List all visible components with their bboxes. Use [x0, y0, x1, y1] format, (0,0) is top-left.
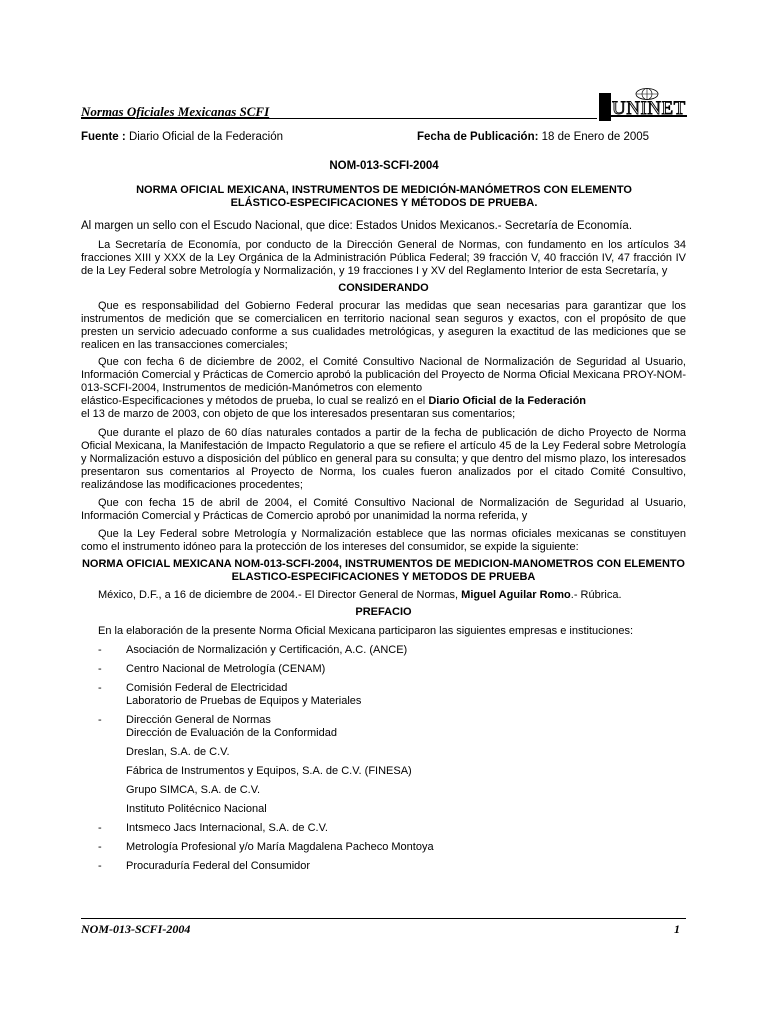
- participant-item: [81, 682, 686, 708]
- margin-note: Al margen un sello con el Escudo Nacional, que dice: Estados Unidos Mexicanos.- Secretaría de Economía.: [81, 220, 633, 232]
- participant-name: Asociación de Normalización y Certificación, A.C. (ANCE): [126, 644, 408, 656]
- list-dash: -: [98, 860, 102, 872]
- participant-name: Centro Nacional de Metrología (CENAM): [126, 663, 326, 675]
- paragraph-secretaria: La Secretaría de Economía, por conducto de la Dirección General de Normas, con fundamento en los artículos 34 fracciones XIII y XXX de la Ley Orgánica de la Administración Pública Federal; 39 fracción V, 40 fracción IV, 47 fracción IV de la Ley Federal sobre Metrología y Normalización, y 19 fracciones I y XV del Reglamento Interior de esta Secretaría, y: [81, 239, 686, 277]
- participant-item: [81, 663, 686, 676]
- document-title: [110, 184, 658, 210]
- participant-item: [81, 841, 686, 854]
- source-label: Fuente :: [81, 131, 126, 143]
- source-value: Diario Oficial de la Federación: [128, 131, 283, 143]
- document-body: [81, 220, 686, 879]
- signature-rubrica: .- Rúbrica.: [570, 589, 622, 601]
- paragraph-2-b: elástico-Especificaciones y métodos de prueba, lo cual se realizó en el: [81, 395, 426, 407]
- list-dash: -: [98, 714, 102, 726]
- paragraph-2-a: Que con fecha 6 de diciembre de 2002, el Comité Consultivo Nacional de Normalización de Seguridad al Usuario, Información Comercial y Prácticas de Comercio aprobó la publicación del Proyecto de Norma Oficial Mexicana PROY-NOM-013-SCFI-2004, Instrumentos de medición-Manómetros con elemento: [81, 356, 686, 394]
- participant-name: Metrología Profesional y/o María Magdalena Pacheco Montoya: [126, 841, 434, 853]
- prefacio-intro: En la elaboración de la presente Norma Oficial Mexicana participaron las siguientes empresas e instituciones:: [98, 625, 633, 637]
- footer-code: NOM-013-SCFI-2004: [81, 922, 191, 936]
- participant-name: Dirección de Evaluación de la Conformidad: [126, 727, 337, 739]
- prefacio-heading: PREFACIO: [355, 606, 412, 618]
- participant-item: [81, 860, 686, 873]
- participants-list: [81, 644, 686, 873]
- paragraph-1: Que es responsabilidad del Gobierno Federal procurar las medidas que sean necesarias para garantizar que los instrumentos de medición que se comercialicen en territorio nacional sean seguros y exactos, con el propósito de que presten un servicio adecuado conforme a sus cualidades metrológicas, y aseguren la exactitud de las mediciones que se realicen en las transacciones comerciales;: [81, 300, 686, 351]
- header-title: Normas Oficiales Mexicanas SCFI: [81, 104, 270, 119]
- footer-page-number: 1: [674, 922, 680, 936]
- participant-name: Fábrica de Instrumentos y Equipos, S.A. de C.V. (FINESA): [126, 765, 412, 777]
- list-dash: -: [98, 682, 102, 694]
- participant-name: Dirección General de Normas: [126, 714, 271, 726]
- globe-icon: [636, 89, 658, 100]
- participant-item: [81, 746, 686, 759]
- nom-code: NOM-013-SCFI-2004: [329, 160, 439, 172]
- list-dash: -: [98, 822, 102, 834]
- norma-line-2: ELASTICO-ESPECIFICACIONES Y METODOS DE PRUEBA: [231, 571, 536, 583]
- participant-name: Instituto Politécnico Nacional: [126, 803, 267, 815]
- date-label: Fecha de Publicación:: [417, 131, 539, 143]
- paragraph-2-c: el 13 de marzo de 2003, con objeto de que los interesados presentaran sus comentarios;: [81, 408, 516, 420]
- participant-name: Comisión Federal de Electricidad: [126, 682, 288, 694]
- participant-item: [81, 803, 686, 816]
- title-line-1: NORMA OFICIAL MEXICANA, INSTRUMENTOS DE MEDICIÓN-MANÓMETROS CON ELEMENTO: [136, 184, 632, 196]
- signature-line: [81, 589, 686, 602]
- participant-item: [81, 784, 686, 797]
- participant-name: Laboratorio de Pruebas de Equipos y Materiales: [126, 695, 362, 707]
- participant-name: Intsmeco Jacs Internacional, S.A. de C.V.: [126, 822, 328, 834]
- source-line: [81, 131, 283, 143]
- participant-item: [81, 644, 686, 657]
- logo-text: UNINET: [612, 98, 686, 119]
- list-dash: -: [98, 663, 102, 675]
- publication-date-line: [417, 131, 649, 143]
- participant-item: [81, 714, 686, 740]
- paragraph-2-bold: Diario Oficial de la Federación: [428, 395, 587, 407]
- title-line-2: ELÁSTICO-ESPECIFICACIONES Y MÉTODOS DE PRUEBA.: [230, 197, 538, 209]
- header-rule: [81, 118, 597, 119]
- participant-name: Procuraduría Federal del Consumidor: [126, 860, 311, 872]
- norma-heading: [81, 558, 686, 584]
- signature-name: Miguel Aguilar Romo: [461, 589, 571, 601]
- norma-line-1: NORMA OFICIAL MEXICANA NOM-013-SCFI-2004, INSTRUMENTOS DE MEDICION-MANOMETROS CON ELEMENTO: [81, 558, 685, 570]
- paragraph-4: Que con fecha 15 de abril de 2004, el Comité Consultivo Nacional de Normalización de Seguridad al Usuario, Información Comercial y Prácticas de Comercio aprobó por unanimidad la norma referida, y: [81, 497, 686, 522]
- participant-item: [81, 822, 686, 835]
- paragraph-5: Que la Ley Federal sobre Metrología y Normalización establece que las normas oficiales mexicanas se constituyen como el instrumento idóneo para la protección de los intereses del consumidor, se expide la siguiente:: [81, 528, 686, 553]
- footer-rule: [81, 918, 686, 919]
- signature-text: México, D.F., a 16 de diciembre de 2004.- El Director General de Normas,: [98, 589, 459, 601]
- uninet-logo: [597, 85, 689, 123]
- considerando-heading: CONSIDERANDO: [338, 282, 429, 294]
- list-dash: -: [98, 841, 102, 853]
- paragraph-3: Que durante el plazo de 60 días naturales contados a partir de la fecha de publicación de dicho Proyecto de Norma Oficial Mexicana, la Manifestación de Impacto Regulatorio a que se refiere el artículo 45 de la Ley Federal sobre Metrología y Normalización estuvo a disposición del público en general para su consulta; y que dentro del mismo plazo, los interesados presentaron sus comentarios al Proyecto de Norma, los cuales fueron analizados por el citado Comité Consultivo, realizándose las modificaciones procedentes;: [81, 427, 686, 491]
- list-dash: -: [98, 644, 102, 656]
- date-value: 18 de Enero de 2005: [541, 131, 650, 143]
- participant-name: Dreslan, S.A. de C.V.: [126, 746, 230, 758]
- participant-name: Grupo SIMCA, S.A. de C.V.: [126, 784, 261, 796]
- paragraph-2: [81, 356, 686, 421]
- participant-item: [81, 765, 686, 778]
